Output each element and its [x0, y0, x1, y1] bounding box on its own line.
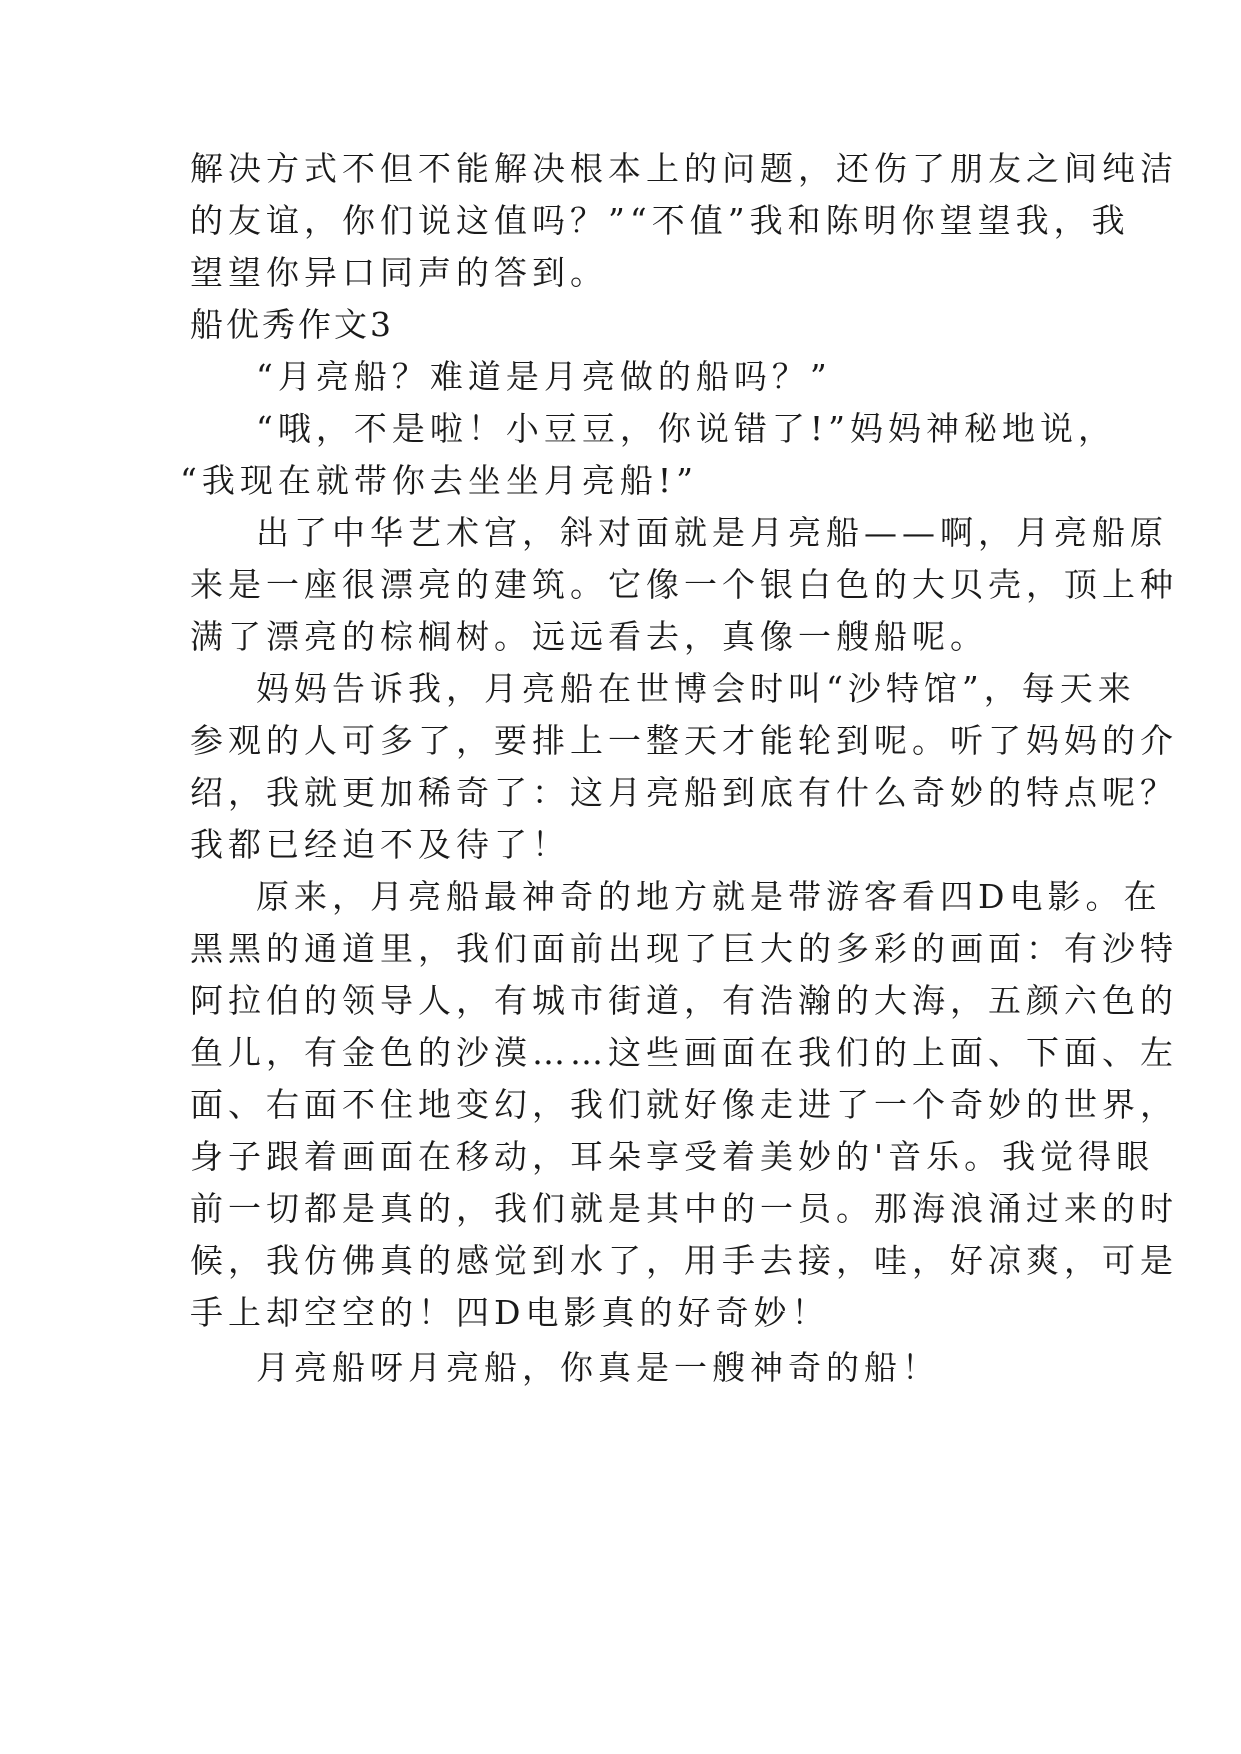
section-heading: 船优秀作文3 — [190, 305, 394, 344]
paragraph-first-line: 妈妈告诉我，月亮船在世博会时叫“沙特馆”，每天来 — [256, 669, 1136, 708]
text-line: 解决方式不但不能解决根本上的问题，还伤了朋友之间纯洁 — [190, 149, 1178, 188]
text-line: 的友谊，你们说这值吗？”“不值”我和陈明你望望我，我 — [190, 201, 1130, 240]
text-line: “我现在就带你去坐坐月亮船!” — [180, 461, 699, 500]
text-line: 身子跟着画面在移动，耳朵享受着美妙的'音乐。我觉得眼 — [190, 1137, 1155, 1176]
text-line: 阿拉伯的领导人，有城市街道，有浩瀚的大海，五颜六色的 — [190, 981, 1178, 1020]
paragraph-first-line: 原来，月亮船最神奇的地方就是带游客看四D电影。在 — [256, 877, 1162, 916]
text-line: 望望你异口同声的答到。 — [190, 253, 608, 292]
paragraph-first-line: “哦，不是啦！小豆豆，你说错了!”妈妈神秘地说， — [256, 409, 1117, 448]
text-line: 我都已经迫不及待了！ — [190, 825, 570, 864]
paragraph-first-line: 月亮船呀月亮船，你真是一艘神奇的船！ — [256, 1348, 940, 1387]
text-line: 绍，我就更加稀奇了：这月亮船到底有什么奇妙的特点呢？ — [190, 773, 1178, 812]
text-line: 前一切都是真的，我们就是其中的一员。那海浪涌过来的时 — [190, 1189, 1178, 1228]
text-line: 满了漂亮的棕榈树。远远看去，真像一艘船呢。 — [190, 617, 988, 656]
text-line: 来是一座很漂亮的建筑。它像一个银白色的大贝壳，顶上种 — [190, 565, 1178, 604]
paragraph-first-line: 出了中华艺术宫，斜对面就是月亮船——啊，月亮船原 — [256, 513, 1168, 552]
text-line: 面、右面不住地变幻，我们就好像走进了一个奇妙的世界， — [190, 1085, 1178, 1124]
paragraph-first-line: “月亮船？难道是月亮做的船吗？” — [256, 357, 832, 396]
text-line: 参观的人可多了，要排上一整天才能轮到呢。听了妈妈的介 — [190, 721, 1178, 760]
text-line: 候，我仿佛真的感觉到水了，用手去接，哇，好凉爽，可是 — [190, 1241, 1178, 1280]
text-line: 手上却空空的！四D电影真的好奇妙！ — [190, 1293, 830, 1332]
text-line: 黑黑的通道里，我们面前出现了巨大的多彩的画面：有沙特 — [190, 929, 1178, 968]
text-line: 鱼儿，有金色的沙漠……这些画面在我们的上面、下面、左 — [190, 1033, 1178, 1072]
